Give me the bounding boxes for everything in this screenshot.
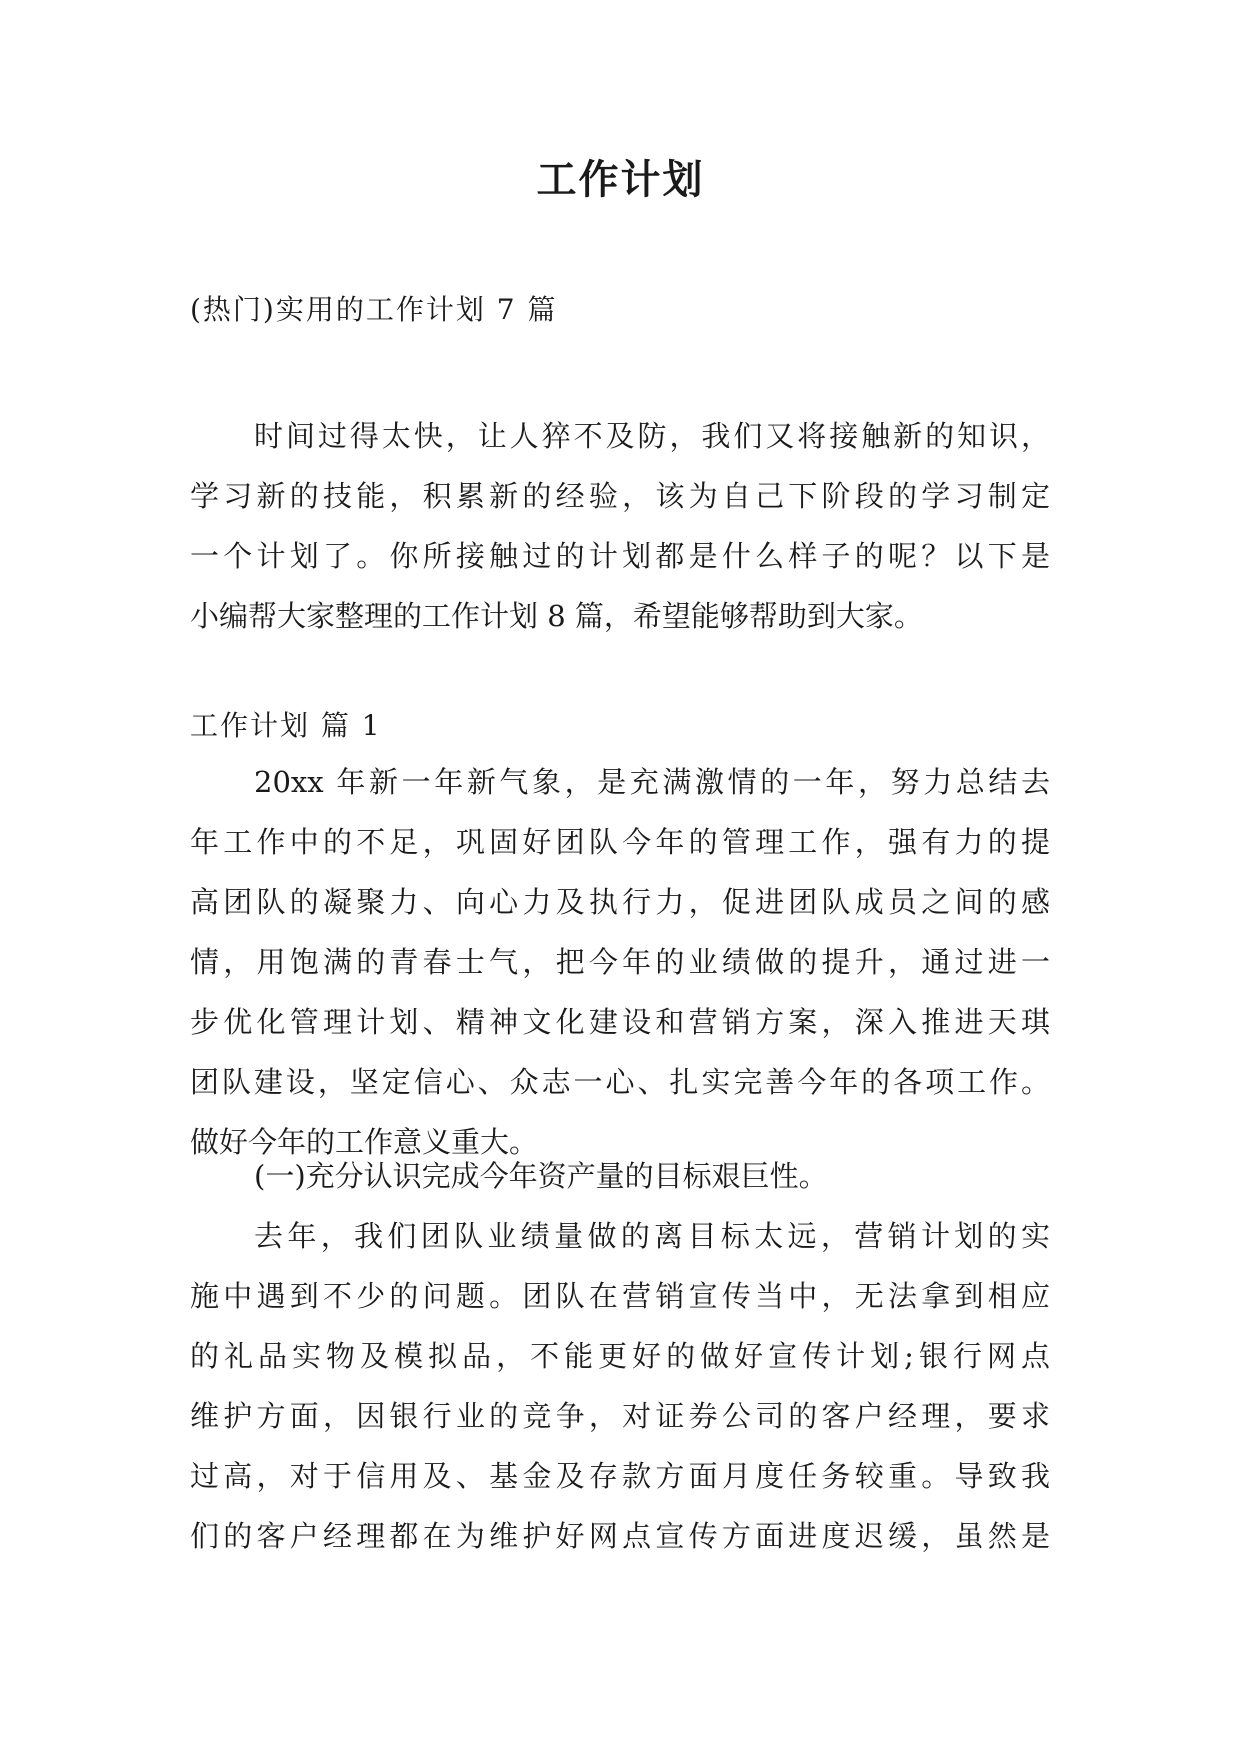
list-item-text: (一)充分认识完成今年资产量的目标艰巨性。 (254, 1159, 828, 1193)
paragraph-line: 做好今年的工作意义重大。 (190, 1125, 539, 1159)
paragraph-line: 步优化管理计划、精神文化建设和营销方案，深入推进天琪 (190, 1005, 1050, 1039)
paragraph-line: 20xx 年新一年新气象，是充满激情的一年，努力总结去 (254, 765, 1050, 799)
paragraph-line: 施中遇到不少的问题。团队在营销宣传当中，无法拿到相应 (190, 1279, 1050, 1313)
paragraph-line: 团队建设，坚定信心、众志一心、扎实完善今年的各项工作。 (190, 1065, 1050, 1099)
intro-line: 时间过得太快，让人猝不及防，我们又将接触新的知识， (254, 419, 1050, 453)
intro-paragraph (190, 406, 1050, 646)
paragraph-line: 的礼品实物及模拟品，不能更好的做好宣传计划;银行网点 (190, 1339, 1050, 1373)
intro-line: 学习新的技能，积累新的经验，该为自己下阶段的学习制定 (190, 479, 1050, 513)
section-heading: 工作计划 篇 1 (190, 709, 382, 742)
paragraph-line: 高团队的凝聚力、向心力及执行力，促进团队成员之间的感 (190, 885, 1050, 919)
paragraph-1 (190, 752, 1050, 1172)
intro-line: 小编帮大家整理的工作计划 8 篇，希望能够帮助到大家。 (190, 599, 923, 633)
document-title: 工作计划 (536, 157, 705, 203)
paragraph-line: 情，用饱满的青春士气，把今年的业绩做的提升，通过进一 (190, 945, 1050, 979)
list-item-1 (190, 1146, 1050, 1206)
paragraph-line: 过高，对于信用及、基金及存款方面月度任务较重。导致我 (190, 1459, 1050, 1493)
document-subtitle: (热门)实用的工作计划 7 篇 (190, 293, 558, 326)
paragraph-line: 维护方面，因银行业的竞争，对证券公司的客户经理，要求 (190, 1399, 1050, 1433)
paragraph-line: 去年，我们团队业绩量做的离目标太远，营销计划的实 (254, 1219, 1050, 1253)
paragraph-2 (190, 1206, 1050, 1566)
paragraph-line: 年工作中的不足，巩固好团队今年的管理工作，强有力的提 (190, 825, 1050, 859)
paragraph-line: 们的客户经理都在为维护好网点宣传方面进度迟缓，虽然是 (190, 1519, 1050, 1553)
intro-line: 一个计划了。你所接触过的计划都是什么样子的呢？以下是 (190, 539, 1050, 573)
